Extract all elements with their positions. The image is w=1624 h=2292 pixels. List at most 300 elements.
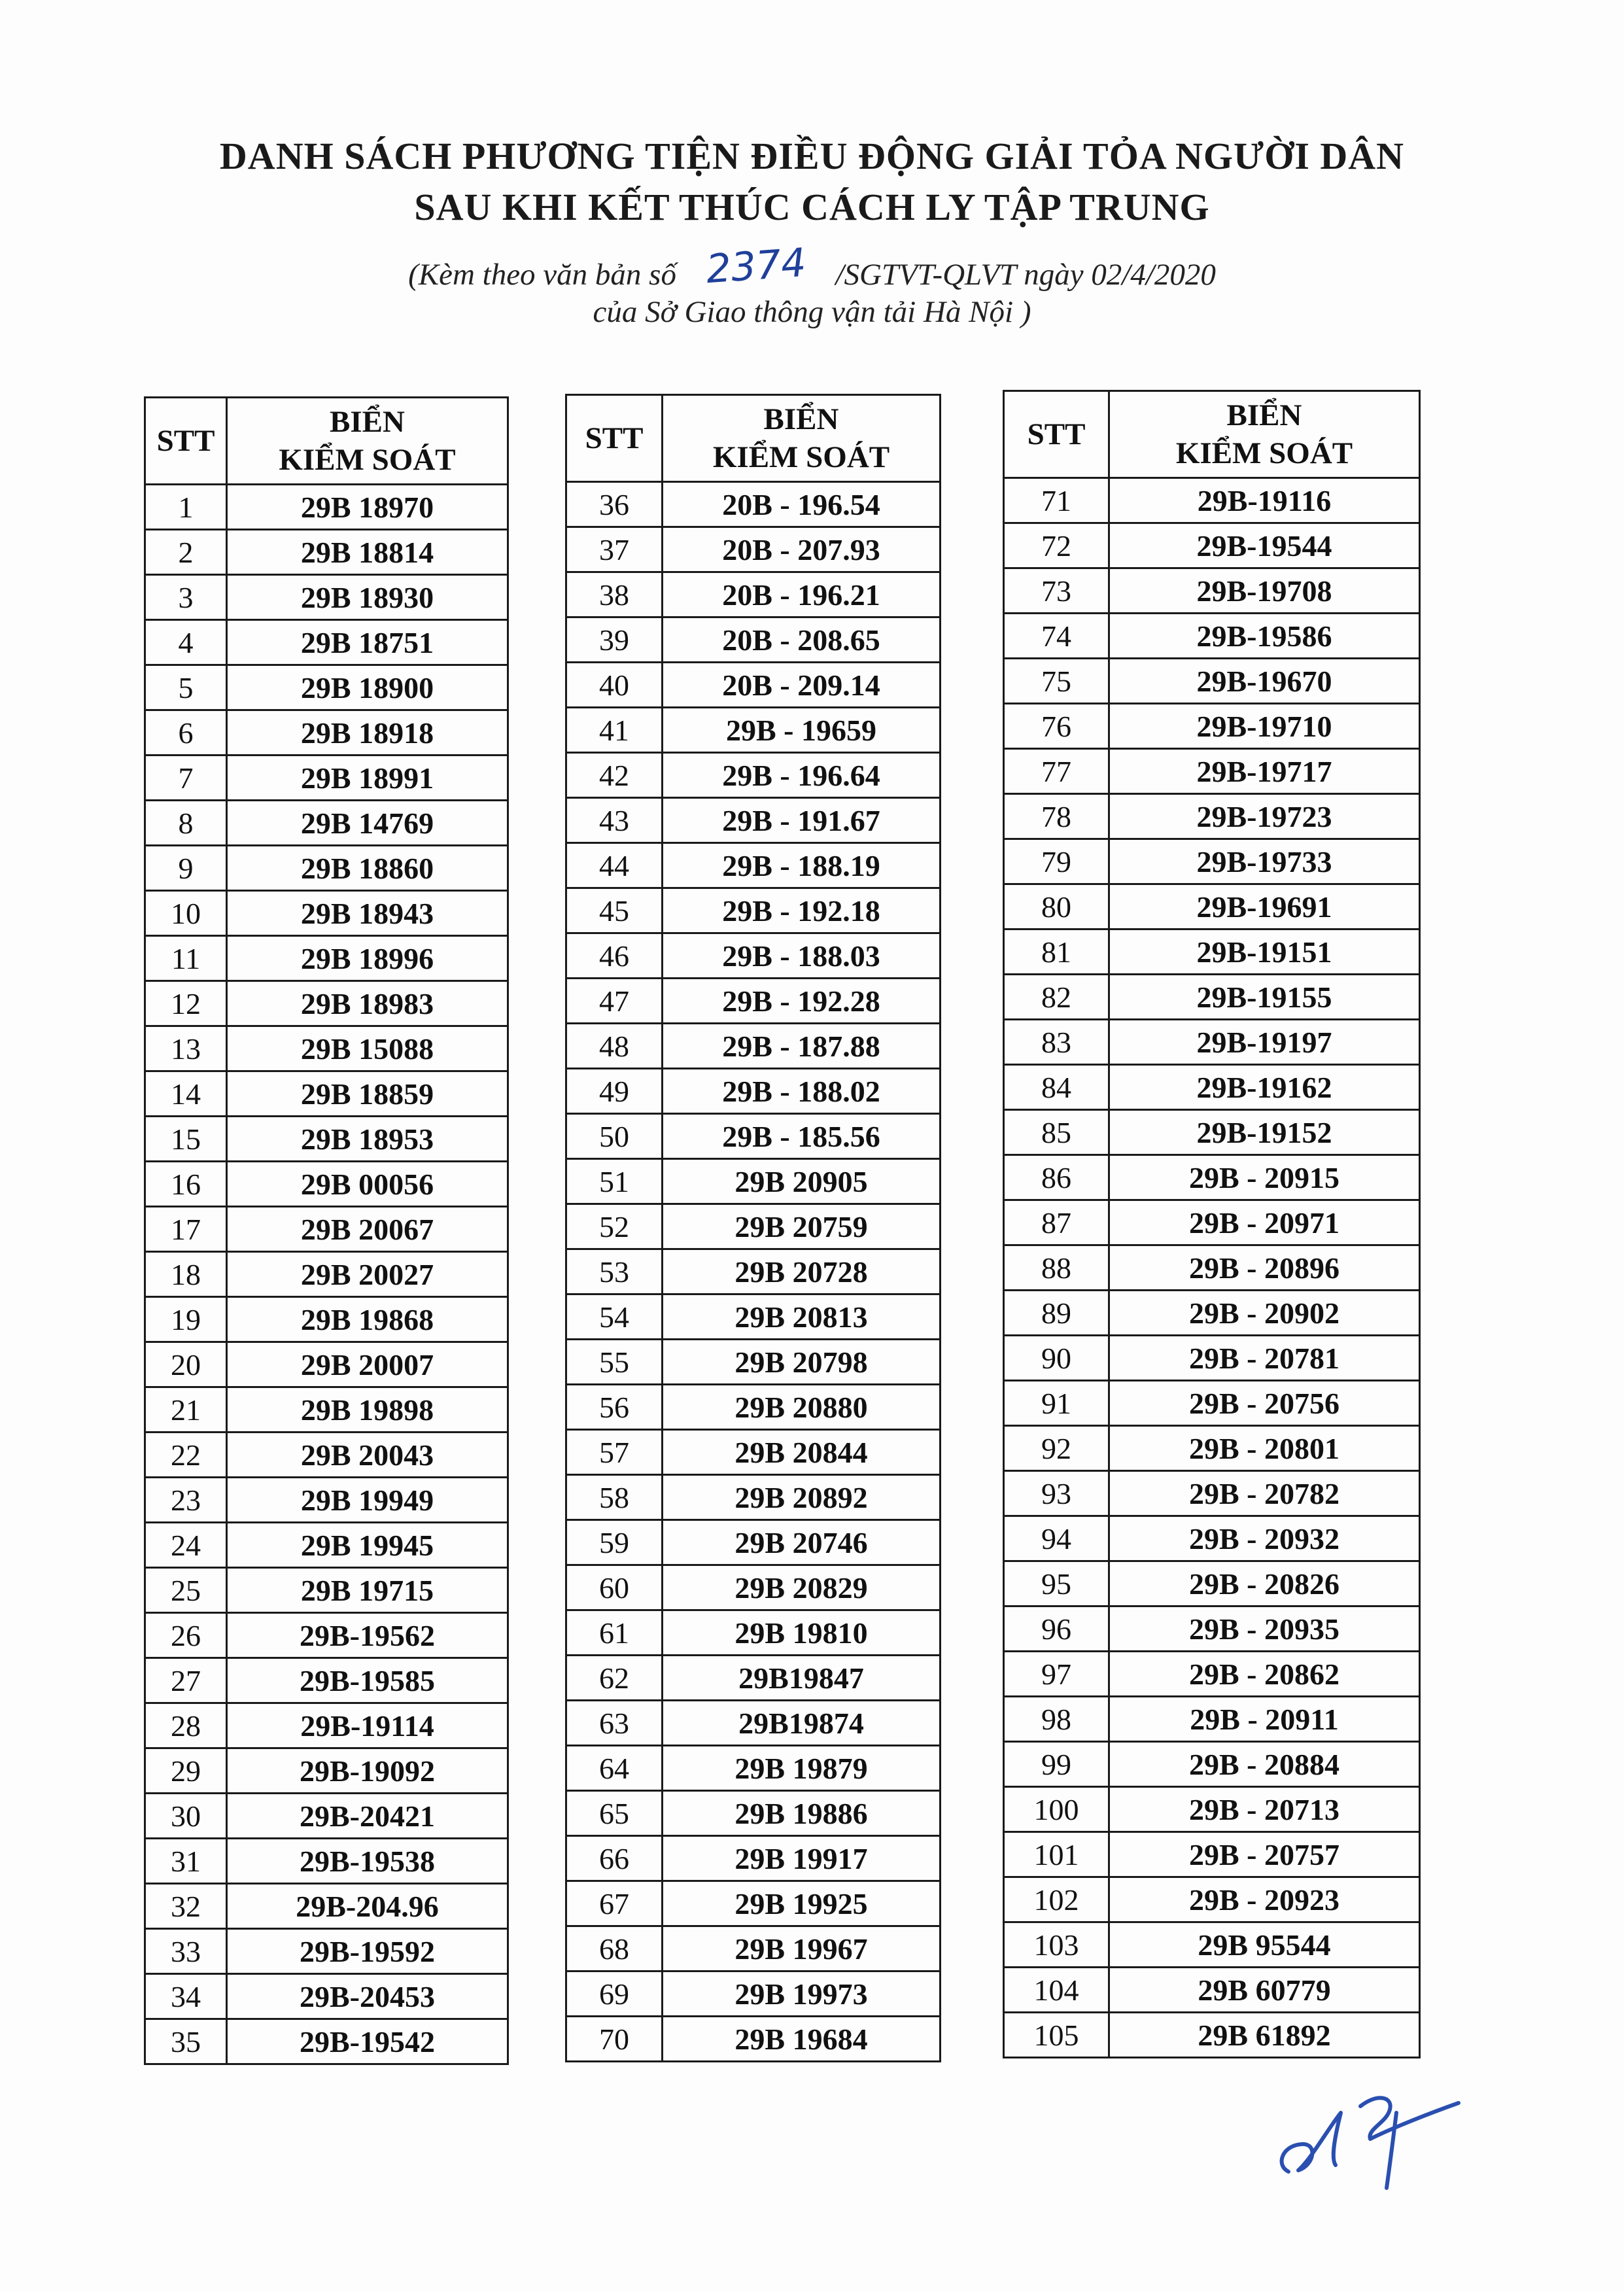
row-stt: 2 xyxy=(145,530,227,575)
table-row xyxy=(145,1523,508,1568)
row-stt: 47 xyxy=(566,979,663,1024)
table-row xyxy=(145,485,508,530)
table-row xyxy=(145,1748,508,1794)
row-plate: 29B - 191.67 xyxy=(663,798,941,843)
vehicle-table-3 xyxy=(1003,390,1421,2058)
row-plate: 29B 19868 xyxy=(227,1297,508,1342)
table-row xyxy=(566,1701,941,1746)
table-row xyxy=(1004,523,1420,568)
row-plate: 29B - 185.56 xyxy=(663,1114,941,1159)
row-plate: 29B 18900 xyxy=(227,665,508,710)
row-plate: 29B 20813 xyxy=(663,1294,941,1340)
document-title-line1: DANH SÁCH PHƯƠNG TIỆN ĐIỀU ĐỘNG GIẢI TỎA NGƯỜI DÂN xyxy=(219,135,1405,177)
table-row xyxy=(1004,839,1420,884)
row-stt: 83 xyxy=(1004,1020,1109,1065)
row-plate: 29B 18918 xyxy=(227,710,508,755)
table-row xyxy=(566,1746,941,1791)
table-row xyxy=(1004,1381,1420,1426)
table-row xyxy=(566,1475,941,1520)
row-stt: 66 xyxy=(566,1836,663,1881)
row-stt: 29 xyxy=(145,1748,227,1794)
row-plate: 29B 20027 xyxy=(227,1252,508,1297)
row-stt: 16 xyxy=(145,1162,227,1207)
row-stt: 67 xyxy=(566,1881,663,1926)
table-row xyxy=(566,1656,941,1701)
table-row xyxy=(566,1610,941,1656)
row-plate: 20B - 209.14 xyxy=(663,663,941,708)
row-plate: 29B - 20781 xyxy=(1109,1336,1420,1381)
row-stt: 9 xyxy=(145,846,227,891)
row-stt: 54 xyxy=(566,1294,663,1340)
table-row xyxy=(1004,1336,1420,1381)
table-row xyxy=(1004,1652,1420,1697)
row-plate: 29B 15088 xyxy=(227,1026,508,1071)
row-stt: 88 xyxy=(1004,1245,1109,1291)
table-row xyxy=(145,530,508,575)
table-row xyxy=(1004,1426,1420,1471)
row-plate: 20B - 196.54 xyxy=(663,482,941,527)
row-stt: 56 xyxy=(566,1385,663,1430)
table-row xyxy=(1004,1606,1420,1652)
row-plate: 29B - 188.02 xyxy=(663,1069,941,1114)
row-stt: 59 xyxy=(566,1520,663,1565)
row-stt: 38 xyxy=(566,572,663,617)
row-plate: 29B 18859 xyxy=(227,1071,508,1117)
row-plate: 29B-20453 xyxy=(227,1974,508,2019)
table-row xyxy=(566,1385,941,1430)
row-stt: 40 xyxy=(566,663,663,708)
row-stt: 71 xyxy=(1004,478,1109,523)
row-plate: 29B 19898 xyxy=(227,1387,508,1432)
header-stt: STT xyxy=(566,395,663,482)
row-stt: 8 xyxy=(145,801,227,846)
table-row xyxy=(566,1114,941,1159)
table-row xyxy=(145,665,508,710)
table-row xyxy=(145,1613,508,1658)
table-row xyxy=(1004,1516,1420,1561)
row-stt: 45 xyxy=(566,888,663,933)
row-plate: 29B 19945 xyxy=(227,1523,508,1568)
table-row xyxy=(1004,749,1420,794)
row-stt: 23 xyxy=(145,1478,227,1523)
table-row xyxy=(145,1207,508,1252)
table-row xyxy=(145,1432,508,1478)
row-stt: 18 xyxy=(145,1252,227,1297)
row-stt: 65 xyxy=(566,1791,663,1836)
row-plate: 29B-19586 xyxy=(1109,614,1420,659)
row-stt: 51 xyxy=(566,1159,663,1204)
row-stt: 99 xyxy=(1004,1742,1109,1787)
row-plate: 29B 18814 xyxy=(227,530,508,575)
table-row xyxy=(1004,1968,1420,2013)
row-stt: 84 xyxy=(1004,1065,1109,1110)
table-row xyxy=(566,843,941,888)
row-plate: 29B - 20826 xyxy=(1109,1561,1420,1606)
row-stt: 42 xyxy=(566,753,663,798)
row-stt: 74 xyxy=(1004,614,1109,659)
row-plate: 29B19847 xyxy=(663,1656,941,1701)
row-stt: 11 xyxy=(145,936,227,981)
row-plate: 29B-19092 xyxy=(227,1748,508,1794)
row-plate: 29B19874 xyxy=(663,1701,941,1746)
row-plate: 29B 18983 xyxy=(227,981,508,1026)
row-stt: 13 xyxy=(145,1026,227,1071)
row-plate: 20B - 208.65 xyxy=(663,617,941,663)
row-stt: 60 xyxy=(566,1565,663,1610)
row-plate: 29B-19197 xyxy=(1109,1020,1420,1065)
row-plate: 20B - 196.21 xyxy=(663,572,941,617)
table-row xyxy=(566,979,941,1024)
table-row xyxy=(1004,1155,1420,1200)
row-stt: 89 xyxy=(1004,1291,1109,1336)
row-stt: 81 xyxy=(1004,929,1109,975)
table-row xyxy=(145,1478,508,1523)
row-plate: 29B 19810 xyxy=(663,1610,941,1656)
table-row xyxy=(145,1839,508,1884)
document-title-line2: SAU KHI KẾT THÚC CÁCH LY TẬP TRUNG xyxy=(414,186,1210,228)
row-plate: 29B - 20911 xyxy=(1109,1697,1420,1742)
table-row xyxy=(1004,1291,1420,1336)
row-plate: 29B-19670 xyxy=(1109,659,1420,704)
row-stt: 93 xyxy=(1004,1471,1109,1516)
row-plate: 29B-19155 xyxy=(1109,975,1420,1020)
row-stt: 78 xyxy=(1004,794,1109,839)
row-stt: 50 xyxy=(566,1114,663,1159)
table-row xyxy=(566,572,941,617)
row-stt: 75 xyxy=(1004,659,1109,704)
row-stt: 76 xyxy=(1004,704,1109,749)
row-plate: 29B 20007 xyxy=(227,1342,508,1387)
table-row xyxy=(145,1026,508,1071)
row-plate: 29B - 20713 xyxy=(1109,1787,1420,1832)
table-row xyxy=(566,1565,941,1610)
table-row xyxy=(566,753,941,798)
table-row xyxy=(1004,975,1420,1020)
table-row xyxy=(566,617,941,663)
row-plate: 29B-19733 xyxy=(1109,839,1420,884)
row-plate: 29B-20421 xyxy=(227,1794,508,1839)
row-plate: 29B 20844 xyxy=(663,1430,941,1475)
row-plate: 29B - 188.03 xyxy=(663,933,941,979)
row-stt: 68 xyxy=(566,1926,663,1971)
row-stt: 98 xyxy=(1004,1697,1109,1742)
row-plate: 29B 18943 xyxy=(227,891,508,936)
row-stt: 7 xyxy=(145,755,227,801)
row-plate: 29B - 192.18 xyxy=(663,888,941,933)
table-row xyxy=(566,1971,941,2017)
table-row xyxy=(145,2019,508,2064)
row-plate: 29B - 20782 xyxy=(1109,1471,1420,1516)
row-stt: 85 xyxy=(1004,1110,1109,1155)
table-row xyxy=(1004,1877,1420,1922)
row-plate: 29B - 20932 xyxy=(1109,1516,1420,1561)
row-stt: 52 xyxy=(566,1204,663,1249)
row-plate: 29B - 20896 xyxy=(1109,1245,1420,1291)
table-row xyxy=(145,1703,508,1748)
vehicle-table-1 xyxy=(144,396,509,2065)
table-row xyxy=(566,1294,941,1340)
table-row xyxy=(1004,884,1420,929)
row-plate: 29B - 20756 xyxy=(1109,1381,1420,1426)
table-row xyxy=(145,1974,508,2019)
table-row xyxy=(566,1430,941,1475)
row-stt: 44 xyxy=(566,843,663,888)
table-row xyxy=(1004,1787,1420,1832)
row-plate: 29B - 20935 xyxy=(1109,1606,1420,1652)
table-row xyxy=(566,1069,941,1114)
row-plate: 29B 18953 xyxy=(227,1117,508,1162)
row-stt: 12 xyxy=(145,981,227,1026)
document-reference xyxy=(0,239,1624,294)
table-row xyxy=(566,663,941,708)
row-stt: 90 xyxy=(1004,1336,1109,1381)
row-stt: 3 xyxy=(145,575,227,620)
row-plate: 29B 20067 xyxy=(227,1207,508,1252)
row-stt: 28 xyxy=(145,1703,227,1748)
row-plate: 29B 19684 xyxy=(663,2017,941,2062)
table-row xyxy=(1004,1922,1420,1968)
row-stt: 96 xyxy=(1004,1606,1109,1652)
row-stt: 72 xyxy=(1004,523,1109,568)
row-stt: 32 xyxy=(145,1884,227,1929)
row-plate: 29B - 187.88 xyxy=(663,1024,941,1069)
table-row xyxy=(145,846,508,891)
row-plate: 29B - 188.19 xyxy=(663,843,941,888)
row-stt: 55 xyxy=(566,1340,663,1385)
table-row xyxy=(1004,1200,1420,1245)
table-row xyxy=(566,798,941,843)
header-plate: BIỂN KIỂM SOÁT xyxy=(1109,391,1420,478)
table-row xyxy=(566,708,941,753)
row-plate: 29B 20728 xyxy=(663,1249,941,1294)
row-stt: 17 xyxy=(145,1207,227,1252)
table-row xyxy=(1004,2013,1420,2058)
row-stt: 26 xyxy=(145,1613,227,1658)
row-stt: 100 xyxy=(1004,1787,1109,1832)
row-stt: 69 xyxy=(566,1971,663,2017)
table-row xyxy=(566,1340,941,1385)
table-row xyxy=(1004,929,1420,975)
row-plate: 29B 18930 xyxy=(227,575,508,620)
row-plate: 29B 18751 xyxy=(227,620,508,665)
row-stt: 80 xyxy=(1004,884,1109,929)
row-plate: 29B 20829 xyxy=(663,1565,941,1610)
row-plate: 29B-19562 xyxy=(227,1613,508,1658)
header-plate: BIỂN KIỂM SOÁT xyxy=(663,395,941,482)
table-row xyxy=(566,1836,941,1881)
row-plate: 29B 19879 xyxy=(663,1746,941,1791)
table-row xyxy=(145,1252,508,1297)
row-plate: 29B-19151 xyxy=(1109,929,1420,975)
row-plate: 29B-204.96 xyxy=(227,1884,508,1929)
row-stt: 63 xyxy=(566,1701,663,1746)
reference-suffix: /SGTVT-QLVT ngày 02/4/2020 xyxy=(835,258,1216,292)
row-plate: 29B 14769 xyxy=(227,801,508,846)
row-stt: 5 xyxy=(145,665,227,710)
row-plate: 29B-19592 xyxy=(227,1929,508,1974)
table-row xyxy=(145,891,508,936)
table-row xyxy=(145,1071,508,1117)
table-row xyxy=(1004,1471,1420,1516)
table-row xyxy=(566,1520,941,1565)
table-row xyxy=(145,1117,508,1162)
row-stt: 22 xyxy=(145,1432,227,1478)
table-row xyxy=(145,981,508,1026)
row-stt: 37 xyxy=(566,527,663,572)
table-row xyxy=(1004,478,1420,523)
row-plate: 29B-19538 xyxy=(227,1839,508,1884)
table-row xyxy=(145,755,508,801)
table-row xyxy=(1004,794,1420,839)
reference-prefix: (Kèm theo văn bản số xyxy=(408,258,676,292)
row-stt: 61 xyxy=(566,1610,663,1656)
row-plate: 29B - 19659 xyxy=(663,708,941,753)
row-stt: 24 xyxy=(145,1523,227,1568)
row-plate: 29B - 20923 xyxy=(1109,1877,1420,1922)
row-plate: 29B 20759 xyxy=(663,1204,941,1249)
row-plate: 29B-19152 xyxy=(1109,1110,1420,1155)
table-row xyxy=(1004,614,1420,659)
table-row xyxy=(145,1162,508,1207)
table-row xyxy=(145,1342,508,1387)
row-stt: 36 xyxy=(566,482,663,527)
row-stt: 30 xyxy=(145,1794,227,1839)
row-plate: 29B-19544 xyxy=(1109,523,1420,568)
table-row xyxy=(1004,1697,1420,1742)
table-row xyxy=(145,1297,508,1342)
row-plate: 29B 19925 xyxy=(663,1881,941,1926)
row-stt: 77 xyxy=(1004,749,1109,794)
row-stt: 21 xyxy=(145,1387,227,1432)
row-plate: 29B 19967 xyxy=(663,1926,941,1971)
row-plate: 29B - 20862 xyxy=(1109,1652,1420,1697)
table-row xyxy=(566,1249,941,1294)
table-row xyxy=(145,936,508,981)
row-plate: 29B 61892 xyxy=(1109,2013,1420,2058)
row-stt: 104 xyxy=(1004,1968,1109,2013)
table-row xyxy=(145,801,508,846)
row-stt: 92 xyxy=(1004,1426,1109,1471)
table-row xyxy=(566,482,941,527)
table-row xyxy=(145,575,508,620)
row-plate: 29B 20892 xyxy=(663,1475,941,1520)
table-row xyxy=(1004,1832,1420,1877)
table-row xyxy=(566,1791,941,1836)
row-plate: 20B - 207.93 xyxy=(663,527,941,572)
row-stt: 33 xyxy=(145,1929,227,1974)
row-stt: 6 xyxy=(145,710,227,755)
table-row xyxy=(566,933,941,979)
row-plate: 29B 19715 xyxy=(227,1568,508,1613)
table-row xyxy=(566,1926,941,1971)
row-stt: 105 xyxy=(1004,2013,1109,2058)
table-row xyxy=(1004,1110,1420,1155)
table-row xyxy=(566,1881,941,1926)
handwritten-signature xyxy=(1262,2067,1498,2191)
table-row xyxy=(566,1024,941,1069)
row-stt: 62 xyxy=(566,1656,663,1701)
table-row xyxy=(145,1794,508,1839)
row-plate: 29B 19949 xyxy=(227,1478,508,1523)
row-plate: 29B-19723 xyxy=(1109,794,1420,839)
row-plate: 29B-19542 xyxy=(227,2019,508,2064)
row-plate: 29B - 192.28 xyxy=(663,979,941,1024)
row-stt: 48 xyxy=(566,1024,663,1069)
table-row xyxy=(566,1159,941,1204)
row-plate: 29B 18970 xyxy=(227,485,508,530)
row-stt: 101 xyxy=(1004,1832,1109,1877)
table-row xyxy=(1004,1020,1420,1065)
row-stt: 86 xyxy=(1004,1155,1109,1200)
table-row xyxy=(566,527,941,572)
row-stt: 102 xyxy=(1004,1877,1109,1922)
row-plate: 29B - 196.64 xyxy=(663,753,941,798)
table-row xyxy=(145,620,508,665)
row-plate: 29B-19708 xyxy=(1109,568,1420,614)
row-plate: 29B-19162 xyxy=(1109,1065,1420,1110)
row-stt: 53 xyxy=(566,1249,663,1294)
row-plate: 29B 20043 xyxy=(227,1432,508,1478)
row-stt: 15 xyxy=(145,1117,227,1162)
row-plate: 29B 60779 xyxy=(1109,1968,1420,2013)
row-stt: 43 xyxy=(566,798,663,843)
row-stt: 95 xyxy=(1004,1561,1109,1606)
row-stt: 20 xyxy=(145,1342,227,1387)
row-plate: 29B-19710 xyxy=(1109,704,1420,749)
row-plate: 29B 18860 xyxy=(227,846,508,891)
table-row xyxy=(145,1884,508,1929)
table-row xyxy=(1004,1561,1420,1606)
row-plate: 29B 20905 xyxy=(663,1159,941,1204)
table-row xyxy=(145,1387,508,1432)
row-stt: 34 xyxy=(145,1974,227,2019)
row-stt: 14 xyxy=(145,1071,227,1117)
row-plate: 29B 20746 xyxy=(663,1520,941,1565)
row-stt: 73 xyxy=(1004,568,1109,614)
row-stt: 4 xyxy=(145,620,227,665)
row-stt: 97 xyxy=(1004,1652,1109,1697)
row-stt: 41 xyxy=(566,708,663,753)
row-stt: 27 xyxy=(145,1658,227,1703)
row-stt: 57 xyxy=(566,1430,663,1475)
row-plate: 29B 00056 xyxy=(227,1162,508,1207)
row-stt: 19 xyxy=(145,1297,227,1342)
row-plate: 29B 19886 xyxy=(663,1791,941,1836)
table-row xyxy=(566,1204,941,1249)
row-stt: 79 xyxy=(1004,839,1109,884)
table-row xyxy=(145,1929,508,1974)
table-row xyxy=(1004,1245,1420,1291)
row-plate: 29B - 20884 xyxy=(1109,1742,1420,1787)
row-plate: 29B-19116 xyxy=(1109,478,1420,523)
row-plate: 29B-19717 xyxy=(1109,749,1420,794)
row-stt: 94 xyxy=(1004,1516,1109,1561)
table-row xyxy=(1004,704,1420,749)
row-stt: 1 xyxy=(145,485,227,530)
table-row xyxy=(1004,1065,1420,1110)
header-stt: STT xyxy=(1004,391,1109,478)
row-stt: 31 xyxy=(145,1839,227,1884)
issuing-authority: của Sở Giao thông vận tải Hà Nội ) xyxy=(593,295,1031,329)
table-row xyxy=(1004,659,1420,704)
row-stt: 82 xyxy=(1004,975,1109,1020)
table-row xyxy=(145,1568,508,1613)
row-plate: 29B 95544 xyxy=(1109,1922,1420,1968)
row-stt: 87 xyxy=(1004,1200,1109,1245)
row-stt: 25 xyxy=(145,1568,227,1613)
row-stt: 58 xyxy=(566,1475,663,1520)
vehicle-table-2 xyxy=(565,394,941,2062)
